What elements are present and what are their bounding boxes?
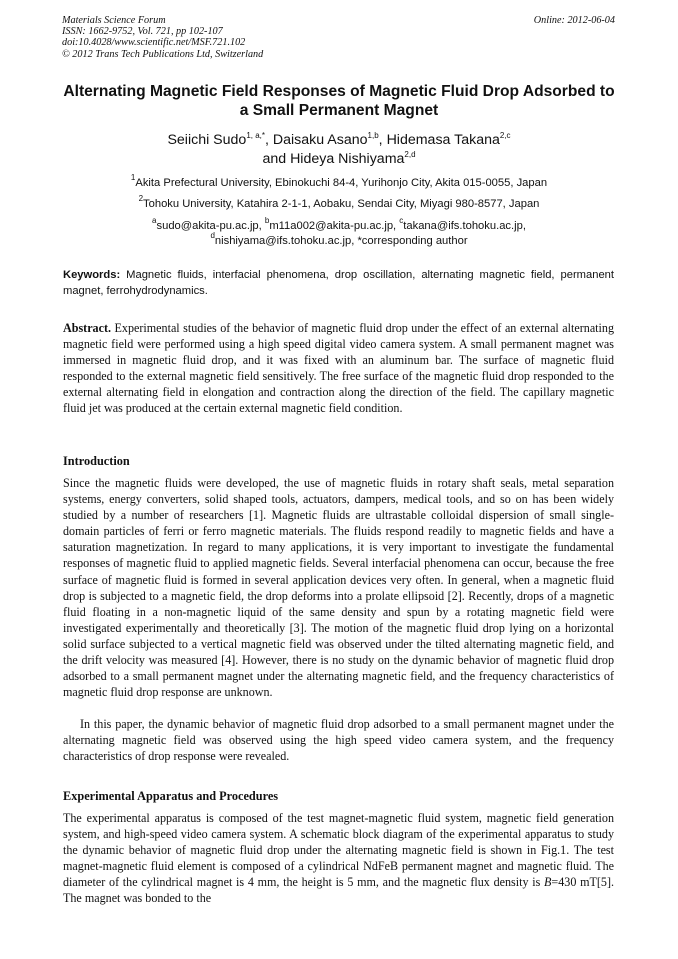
affiliation-sup: 1 [130, 173, 136, 182]
author-name: Daisaku Asano [272, 132, 368, 148]
paper-title: Alternating Magnetic Field Responses of Magnetic Fluid Drop Adsorbed to a Small Permanent Magnet [63, 83, 615, 119]
affiliation-sup: 2 [138, 194, 144, 203]
email-sup: b [264, 216, 270, 225]
copyright-line: © 2012 Trans Tech Publications Ltd, Switzerland [62, 48, 264, 60]
email-text: sudo@akita-pu.ac.jp, [156, 220, 265, 232]
introduction-paragraph-1: Since the magnetic fluids were developed, the use of magnetic fluids in rotary shaft seals, metal separation systems, energy converters, solid shaped tools, actuators, dampers, medical tools, and so on has been widely studied by a number of researchers [1]. Magnetic fluids are ultrastable colloidal dispersion of small single-domain particles of ferri or ferro magnetic materials. The fluids respond readily to magnetic fields and have a saturation magnetization. In regard to many applications, it is very important to investigate the fundamental responses of magnetic fluid to applied magnetic fields. Several interfacial phenomena can occur, because the free surface of magnetic fluid is formed in several application devices very often. In general, when a magnetic fluid drop is subjected to a magnetic field, the drop deforms into a prolate ellipsoid [2]. Recently, drops of a magnetic fluid floating in a non-magnetic liquid of the same density and spun by a rotating magnetic field were investigated experimentally and theoretically [3]. The motion of the magnetic fluid drop lying on a horizontal solid surface subjected to a vertical magnetic field was observed under the tilted alternating magnetic field, and the drift velocity was measured [4]. However, there is no study on the dynamic behavior of magnetic fluid drop adsorbed to a small permanent magnet under the alternating magnetic field, and the frequency characteristics of magnetic fluid drop response are unknown. [63, 476, 614, 700]
affiliation-text: Akita Prefectural University, Ebinokuchi 84-4, Yurihonjo City, Akita 015-0055, Japan [135, 177, 548, 189]
section-heading-experimental: Experimental Apparatus and Procedures [63, 789, 279, 803]
experimental-paragraph-1 [63, 810, 614, 907]
email-text: m11a002@akita-pu.ac.jp, [269, 220, 400, 232]
abstract-label: Abstract. [63, 321, 112, 335]
affiliation-text: Tohoku University, Katahira 2-1-1, Aobaku, Sendai City, Miyagi 980-8577, Japan [143, 198, 540, 210]
flux-density-symbol: B [544, 875, 552, 890]
author-name: and Hideya Nishiyama [262, 151, 405, 167]
experimental-text: The experimental apparatus is composed of the test magnet-magnetic fluid system, magnetic field generation system, and high-speed video camera system. A schematic block diagram of the experimental apparatus to study the dynamic behavior of magnetic fluid drop under the alternating magnetic field is shown in Fig.1. The test magnet-magnetic fluid element is composed of a cylindrical NdFeB permanent magnet and magnetic fluid. The diameter of the cylindrical magnet is 4 mm, the height is 5 mm, and the magnetic flux density is [63, 811, 614, 890]
author-sup: 1, a,* [246, 131, 265, 140]
journal-header [62, 15, 442, 60]
abstract-text: Experimental studies of the behavior of magnetic fluid drop under the effect of an external alternating magnetic field were performed using a high speed digital video camera system. A small permanent magnet was immersed in magnetic fluid drop, and it was fixed with an aluminum bar. The surface of magnetic fluid responded to the external magnetic field sensitively. The free surface of the magnetic fluid drop responded to the external alternating field in elongation and contraction along the direction of the field. The capillary magnetic fluid jet was produced at the certain external magnetic field condition. [63, 321, 614, 416]
author-list [60, 131, 618, 169]
author-name: Seiichi Sudo [167, 132, 247, 148]
online-date: Online: 2012-06-04 [533, 15, 615, 26]
authors-line-2 [60, 150, 618, 169]
email-text: takana@ifs.tohoku.ac.jp, [403, 220, 526, 232]
author-sup: 2,d [404, 150, 416, 159]
keywords-text: Magnetic fluids, interfacial phenomena, drop oscillation, alternating magnetic field, permanent magnet, ferrohydrodynamics. [63, 269, 614, 297]
author-sep: , [265, 132, 273, 148]
keywords [63, 268, 614, 299]
author-name: Hidemasa Takana [386, 132, 500, 148]
affiliation-1 [40, 173, 638, 191]
introduction-paragraph-2: In this paper, the dynamic behavior of magnetic fluid drop adsorbed to a small permanent magnet under the alternating magnetic field was observed using the high speed video camera system, and the frequency characteristics of drop response were revealed. [63, 717, 614, 764]
email-line-2 [40, 231, 638, 249]
email-sup: a [152, 216, 157, 225]
author-sup: 2,c [499, 131, 511, 140]
journal-name: Materials Science Forum [62, 15, 166, 26]
authors-line-1 [60, 131, 618, 150]
email-sup: d [210, 231, 215, 240]
email-sup: c [399, 216, 404, 225]
section-heading-introduction: Introduction [63, 454, 130, 468]
email-line-1 [40, 216, 638, 234]
keywords-label: Keywords: [63, 269, 121, 281]
author-sup: 1,b [367, 131, 379, 140]
experimental-text: =430 mT[5]. The magnet was bonded to the [63, 875, 615, 906]
email-text: nishiyama@ifs.tohoku.ac.jp, *corresponding author [214, 235, 468, 247]
author-sep: , [378, 132, 387, 148]
email-list [40, 216, 638, 249]
issn-line: ISSN: 1662-9752, Vol. 721, pp 102-107 [62, 26, 223, 38]
doi-line: doi:10.4028/www.scientific.net/MSF.721.102 [62, 37, 246, 49]
affiliation-2 [40, 194, 638, 212]
abstract [63, 320, 614, 417]
